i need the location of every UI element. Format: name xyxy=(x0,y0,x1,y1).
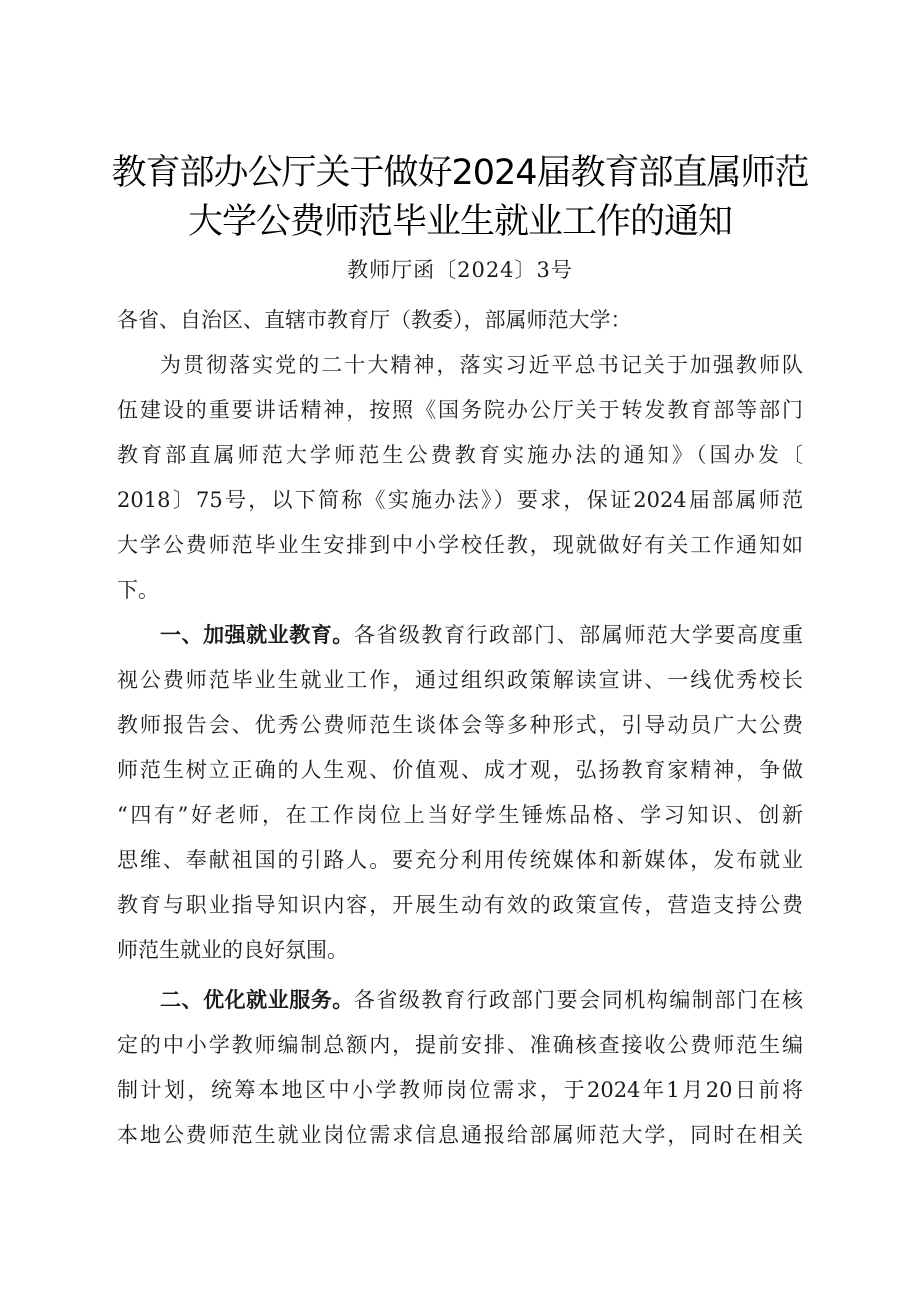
section-2-first-line xyxy=(160,985,803,1015)
section-1-line: 师范生就业的良好氛围。 xyxy=(117,938,348,962)
section-1-line: 思维、奉献祖国的引路人。要充分利用传统媒体和新媒体，发布就业 xyxy=(117,848,803,872)
section-2-line: 本地公费师范生就业岗位需求信息通报给部属师范大学，同时在相关 xyxy=(117,1123,803,1147)
intro-line: 2018〕75号，以下简称《实施办法》）要求，保证2024届部属师范 xyxy=(117,488,803,512)
section-1-line: “四有”好老师，在工作岗位上当好学生锤炼品格、学习知识、创新 xyxy=(117,803,803,827)
intro-line: 为贯彻落实党的二十大精神，落实习近平总书记关于加强教师队 xyxy=(160,353,803,377)
intro-line: 大学公费师范毕业生安排到中小学校任教，现就做好有关工作通知如 xyxy=(117,533,803,557)
section-1-line: 视公费师范毕业生就业工作，通过组织政策解读宣讲、一线优秀校长 xyxy=(117,668,803,692)
document-title-line-1: 教育部办公厅关于做好2024届教育部直属师范 xyxy=(111,153,809,193)
section-2-first-line-text: 各省级教育行政部门要会同机构编制部门在核 xyxy=(353,988,804,1012)
section-2-line: 定的中小学教师编制总额内，提前安排、准确核查接收公费师范生编 xyxy=(117,1033,803,1057)
section-1-first-line-text: 各省级教育行政部门、部属师范大学要高度重 xyxy=(353,623,804,647)
section-2-line: 制计划，统筹本地区中小学教师岗位需求，于2024年1月20日前将 xyxy=(117,1078,803,1102)
section-2-heading: 二、优化就业服务。 xyxy=(160,988,354,1012)
section-1-line: 师范生树立正确的人生观、价值观、成才观，弘扬教育家精神，争做 xyxy=(117,758,803,782)
intro-line: 下。 xyxy=(117,578,159,602)
document-number: 教师厅函〔2024〕3号 xyxy=(347,258,573,282)
intro-line: 教育部直属师范大学师范生公费教育实施办法的通知》（国办发〔 xyxy=(117,443,803,467)
section-1-line: 教师报告会、优秀公费师范生谈体会等多种形式，引导动员广大公费 xyxy=(117,713,803,737)
section-1-heading: 一、加强就业教育。 xyxy=(160,623,354,647)
section-1-line: 教育与职业指导知识内容，开展生动有效的政策宣传，营造支持公费 xyxy=(117,893,803,917)
section-1-first-line xyxy=(160,620,803,650)
salutation: 各省、自治区、直辖市教育厅（教委），部属师范大学： xyxy=(117,308,632,332)
document-title-line-2: 大学公费师范毕业生就业工作的通知 xyxy=(187,202,732,242)
intro-line: 伍建设的重要讲话精神，按照《国务院办公厅关于转发教育部等部门 xyxy=(117,398,803,422)
